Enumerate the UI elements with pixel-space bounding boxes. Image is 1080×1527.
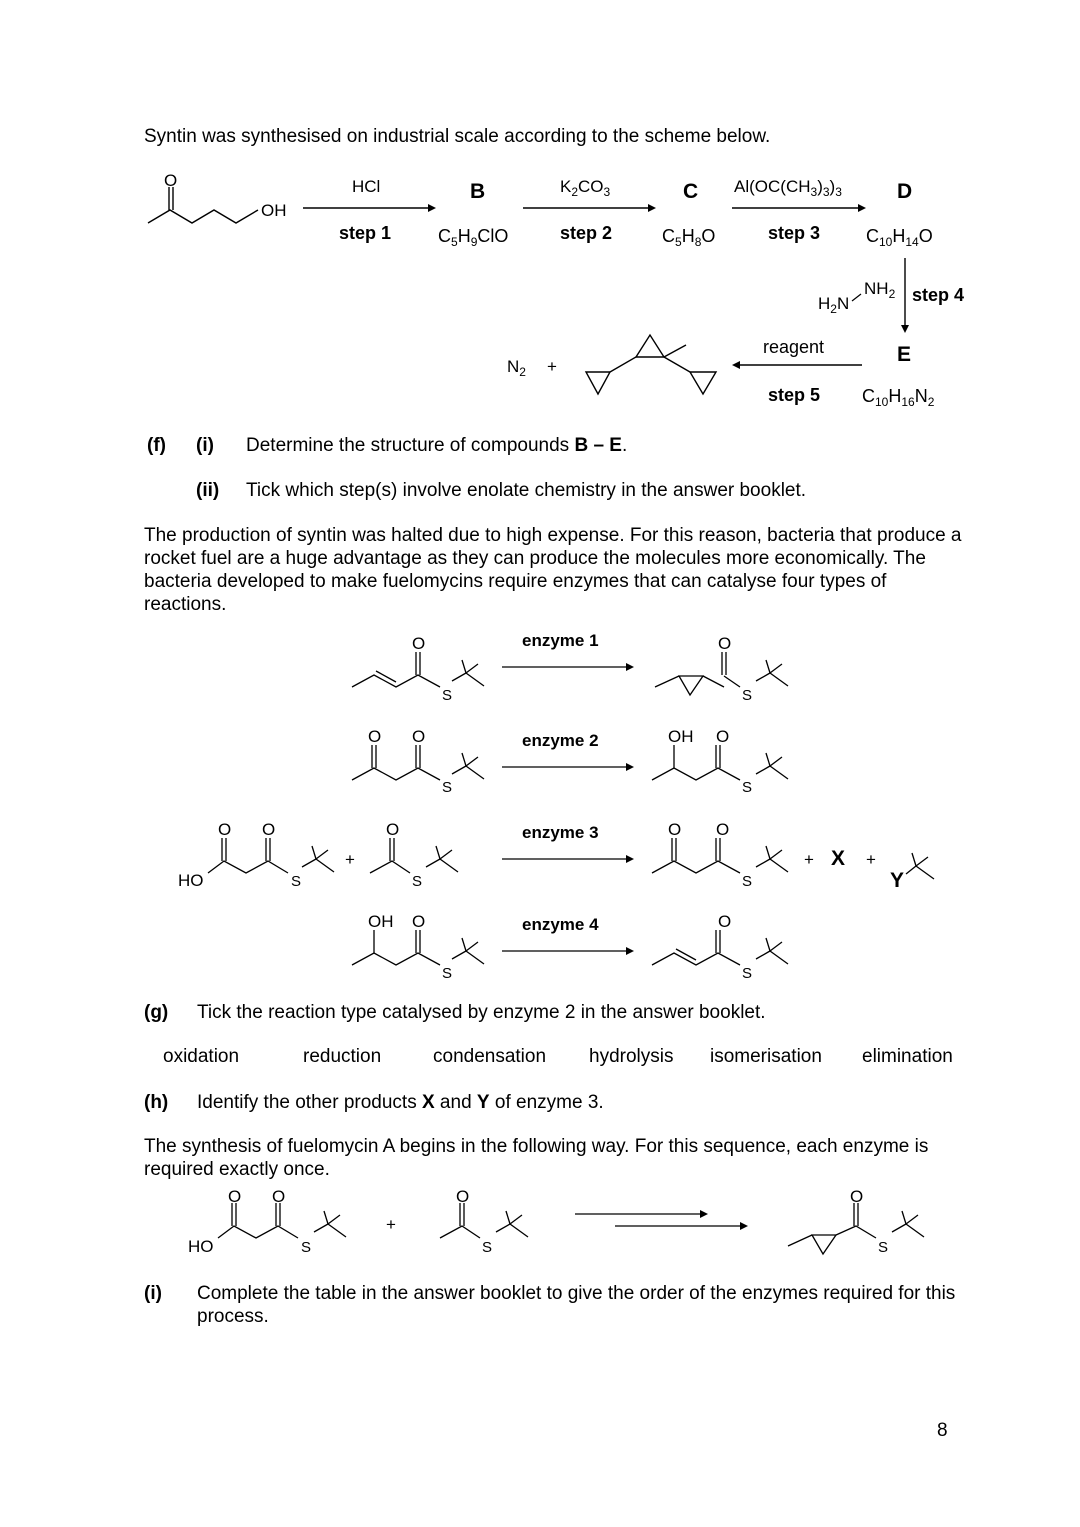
svg-text:O: O — [386, 820, 400, 839]
paragraph-fuelomycin: The synthesis of fuelomycin A begins in the following way. For this sequence, each enzyme is required exactly once. — [144, 1136, 929, 1180]
svg-text:S: S — [482, 1239, 493, 1256]
formula-b: $C_5H_9ClO$ — [438, 226, 509, 249]
svg-text:S: S — [412, 873, 423, 890]
svg-text:S: S — [742, 965, 753, 982]
formula-d: $C_{10}H_{14}O$ — [866, 226, 933, 249]
product-y: Y — [890, 869, 905, 892]
svg-text:O: O — [850, 1190, 864, 1206]
svg-text:HO: HO — [188, 1237, 214, 1256]
fuelomycin-sequence — [0, 1190, 1080, 1270]
svg-text:+: + — [345, 850, 355, 869]
svg-text:O: O — [716, 727, 730, 746]
svg-text:O: O — [718, 634, 732, 653]
compound-e: E — [897, 343, 912, 366]
enzyme-reactions — [0, 620, 1080, 990]
svg-text:S: S — [442, 779, 453, 796]
svg-text:O: O — [262, 820, 276, 839]
compound-c: C — [683, 180, 699, 203]
reaction-type-elimination: elimination — [862, 1046, 953, 1067]
compound-b: B — [470, 180, 486, 203]
svg-text:+: + — [804, 850, 814, 869]
reagent-1: HCl — [352, 177, 381, 196]
reagent-3: $Al(OC(CH_3)_3)_3$ — [734, 177, 842, 199]
product-x: X — [831, 847, 846, 870]
svg-text:S: S — [442, 687, 453, 704]
svg-text:O: O — [228, 1190, 242, 1206]
reaction-type-hydrolysis: hydrolysis — [589, 1046, 674, 1067]
question-h-label: (h) — [144, 1092, 169, 1113]
svg-text:S: S — [878, 1239, 889, 1256]
start-skeleton — [148, 210, 258, 223]
syntin-synthesis-scheme — [0, 160, 1080, 420]
svg-text:O: O — [272, 1190, 286, 1206]
svg-text:OH: OH — [668, 727, 694, 746]
reaction-type-condensation: condensation — [433, 1046, 547, 1067]
svg-text:O: O — [412, 727, 426, 746]
svg-text:+: + — [866, 850, 876, 869]
question-f-i-label: (i) — [196, 435, 214, 456]
svg-text:O: O — [456, 1190, 470, 1206]
step-2-label: step 2 — [560, 223, 613, 243]
question-f-ii-label: (ii) — [196, 480, 220, 501]
reaction-type-oxidation: oxidation — [163, 1046, 240, 1067]
question-i-label: (i) — [144, 1283, 162, 1304]
svg-text:S: S — [301, 1239, 312, 1256]
svg-text:O: O — [716, 820, 730, 839]
formula-c: $C_5H_8O$ — [662, 226, 716, 249]
svg-text:S: S — [442, 965, 453, 982]
question-f-label: (f) — [147, 435, 166, 456]
step-3-label: step 3 — [768, 223, 821, 243]
svg-text:O: O — [718, 912, 732, 931]
start-oh-label: OH — [261, 201, 287, 220]
svg-text:S: S — [291, 873, 302, 890]
enzyme-2-label: enzyme 2 — [522, 731, 599, 750]
n2-label: $N_2$ — [507, 357, 526, 379]
intro-text: Syntin was synthesised on industrial scale according to the scheme below. — [144, 126, 771, 147]
reagent-2: $K_2CO_3$ — [560, 177, 611, 199]
question-i-text: Complete the table in the answer booklet to give the order of the enzymes required for this process. — [197, 1283, 956, 1327]
reaction-type-isomerisation: isomerisation — [710, 1046, 822, 1067]
reaction-type-reduction: reduction — [303, 1046, 382, 1067]
question-f-ii-text: Tick which step(s) involve enolate chemistry in the answer booklet. — [246, 480, 807, 501]
enzyme-3-label: enzyme 3 — [522, 823, 599, 842]
question-f-i-text: Determine the structure of compounds B – E. — [246, 435, 628, 456]
formula-e: $C_{10}H_{16}N_2$ — [862, 386, 935, 409]
svg-text:S: S — [742, 873, 753, 890]
svg-text:O: O — [218, 820, 232, 839]
svg-text:S: S — [742, 779, 753, 796]
svg-text:O: O — [412, 912, 426, 931]
page-number: 8 — [937, 1420, 948, 1441]
svg-text:HO: HO — [178, 871, 204, 890]
svg-text:O: O — [412, 634, 426, 653]
step-5-label: step 5 — [768, 385, 821, 405]
enzyme-4-label: enzyme 4 — [522, 915, 599, 934]
plus-sign: + — [547, 357, 557, 376]
svg-text:O: O — [368, 727, 382, 746]
paragraph-bacteria: The production of syntin was halted due to high expense. For this reason, bacteria that produce a rocket fuel are a huge advantage as they can produce the molecules more economically. The bacteria developed to make fuelomycins require enzymes that can catalyse four types of reactions. — [144, 525, 962, 615]
svg-text:OH: OH — [368, 912, 394, 931]
enzyme-1-label: enzyme 1 — [522, 631, 599, 650]
step-1-label: step 1 — [339, 223, 392, 243]
svg-text:+: + — [386, 1215, 396, 1234]
compound-d: D — [897, 180, 913, 203]
svg-text:S: S — [742, 687, 753, 704]
question-g-text: Tick the reaction type catalysed by enzyme 2 in the answer booklet. — [197, 1002, 766, 1023]
svg-text:NH2: $NH_2$ — [864, 279, 896, 301]
start-o-label: O — [164, 171, 178, 190]
reagent-4: $H_2N$ — [818, 294, 850, 316]
question-h-text: Identify the other products X and Y of enzyme 3. — [197, 1092, 604, 1113]
step-4-label: step 4 — [912, 285, 965, 305]
svg-text:O: O — [668, 820, 682, 839]
reagent-5: reagent — [763, 337, 825, 357]
question-g-label: (g) — [144, 1002, 169, 1023]
